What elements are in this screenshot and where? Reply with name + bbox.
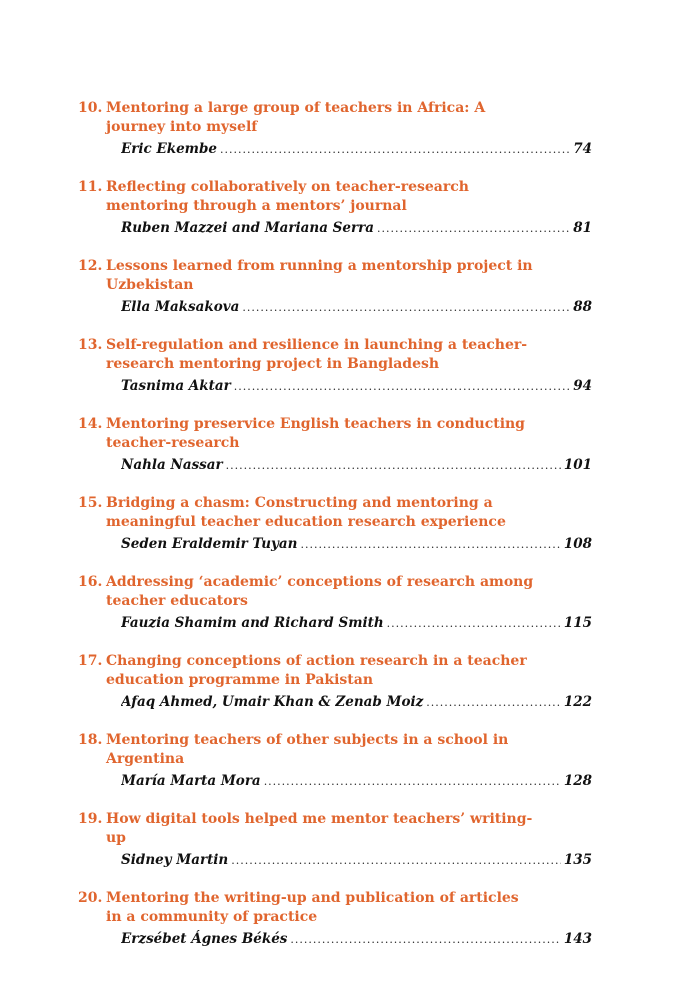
- chapter-title[interactable]: [78, 99, 592, 137]
- page-number: 115: [563, 615, 592, 631]
- chapter-number: 15.: [78, 495, 103, 511]
- chapter-title-text: Mentoring teachers of other subjects in a school in Argentina: [106, 732, 509, 767]
- author-line: [121, 930, 592, 949]
- chapter-number: 14.: [78, 416, 103, 432]
- chapter-title-text: Addressing ‘academic’ conceptions of research among teacher educators: [106, 574, 534, 609]
- chapter-title-text: Self-regulation and resilience in launching a teacher-research mentoring project in Bangladesh: [106, 337, 528, 372]
- toc-entry: [78, 99, 592, 159]
- chapter-author: Sidney Martin: [121, 852, 229, 868]
- chapter-title[interactable]: [78, 889, 592, 927]
- chapter-title-text: Changing conceptions of action research in a teacher education programme in Pakistan: [106, 653, 527, 688]
- toc-entry: [78, 731, 592, 791]
- chapter-number: 10.: [78, 100, 103, 116]
- page-number: 122: [563, 694, 592, 710]
- author-line: [121, 693, 592, 712]
- chapter-title-text: How digital tools helped me mentor teachers’ writing-up: [106, 811, 533, 846]
- chapter-author: Ruben Mazzei and Mariana Serra: [121, 220, 374, 236]
- dot-leader: [226, 457, 561, 475]
- dot-leader: [231, 852, 561, 870]
- chapter-title-text: Lessons learned from running a mentorship project in Uzbekistan: [106, 258, 533, 293]
- author-line: [121, 298, 592, 317]
- toc-entry: [78, 573, 592, 633]
- chapter-title[interactable]: [78, 731, 592, 769]
- chapter-title[interactable]: [78, 494, 592, 532]
- page-number: 128: [563, 773, 592, 789]
- dot-leader: [264, 773, 561, 791]
- chapter-author: Ella Maksakova: [121, 299, 240, 315]
- author-line: [121, 614, 592, 633]
- chapter-number: 17.: [78, 653, 103, 669]
- chapter-author: Erzsébet Ágnes Békés: [121, 931, 288, 947]
- chapter-number: 16.: [78, 574, 103, 590]
- toc-entry: [78, 178, 592, 238]
- dot-leader: [220, 141, 570, 159]
- dot-leader: [234, 378, 571, 396]
- toc-entry: [78, 415, 592, 475]
- chapter-title[interactable]: [78, 573, 592, 611]
- dot-leader: [387, 615, 561, 633]
- chapter-title[interactable]: [78, 810, 592, 848]
- author-line: [121, 772, 592, 791]
- page-number: 135: [563, 852, 592, 868]
- chapter-author: Afaq Ahmed, Umair Khan & Zenab Moiz: [121, 694, 424, 710]
- page-number: 108: [563, 536, 592, 552]
- author-line: [121, 456, 592, 475]
- chapter-author: María Marta Mora: [121, 773, 261, 789]
- toc-entry: [78, 810, 592, 870]
- author-line: [121, 851, 592, 870]
- page-number: 88: [573, 299, 592, 315]
- chapter-number: 20.: [78, 890, 103, 906]
- chapter-title-text: Bridging a chasm: Constructing and mentoring a meaningful teacher education research experience: [106, 495, 506, 530]
- chapter-author: Eric Ekembe: [121, 141, 217, 157]
- chapter-number: 12.: [78, 258, 103, 274]
- chapter-title[interactable]: [78, 257, 592, 295]
- toc-entry: [78, 652, 592, 712]
- author-line: [121, 377, 592, 396]
- chapter-title-text: Mentoring the writing-up and publication of articles in a community of practice: [106, 890, 519, 925]
- dot-leader: [300, 536, 560, 554]
- table-of-contents: [78, 99, 592, 968]
- chapter-author: Seden Eraldemir Tuyan: [121, 536, 298, 552]
- chapter-title-text: Mentoring a large group of teachers in Africa: A journey into myself: [106, 100, 486, 135]
- toc-entry: [78, 257, 592, 317]
- page-number: 94: [573, 378, 592, 394]
- chapter-author: Tasnima Aktar: [121, 378, 231, 394]
- page-number: 143: [563, 931, 592, 947]
- dot-leader: [242, 299, 570, 317]
- chapter-title-text: Reflecting collaboratively on teacher-research mentoring through a mentors’ journal: [106, 179, 469, 214]
- chapter-title[interactable]: [78, 178, 592, 216]
- toc-entry: [78, 494, 592, 554]
- toc-entry: [78, 889, 592, 949]
- chapter-number: 13.: [78, 337, 103, 353]
- dot-leader: [290, 931, 560, 949]
- dot-leader: [377, 220, 570, 238]
- dot-leader: [426, 694, 561, 712]
- author-line: [121, 140, 592, 159]
- page-number: 101: [563, 457, 592, 473]
- chapter-number: 19.: [78, 811, 103, 827]
- chapter-title[interactable]: [78, 652, 592, 690]
- author-line: [121, 535, 592, 554]
- page-number: 74: [573, 141, 592, 157]
- chapter-number: 18.: [78, 732, 103, 748]
- chapter-title[interactable]: [78, 415, 592, 453]
- chapter-number: 11.: [78, 179, 103, 195]
- page-number: 81: [573, 220, 592, 236]
- author-line: [121, 219, 592, 238]
- chapter-author: Fauzia Shamim and Richard Smith: [121, 615, 384, 631]
- chapter-author: Nahla Nassar: [121, 457, 223, 473]
- toc-entry: [78, 336, 592, 396]
- chapter-title-text: Mentoring preservice English teachers in conducting teacher-research: [106, 416, 525, 451]
- chapter-title[interactable]: [78, 336, 592, 374]
